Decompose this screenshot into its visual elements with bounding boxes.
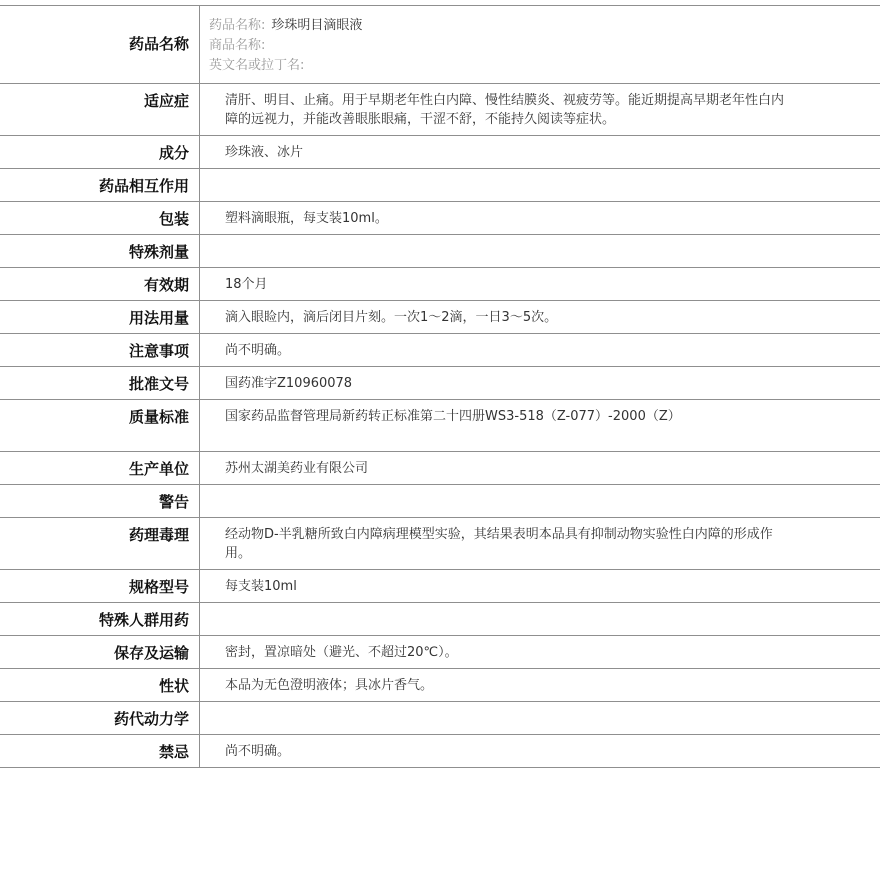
row-label: 成分	[0, 136, 200, 168]
row-label: 生产单位	[0, 452, 200, 484]
row-label: 特殊剂量	[0, 235, 200, 267]
row-label: 规格型号	[0, 570, 200, 602]
row-value: 苏州太湖美药业有限公司	[225, 461, 369, 476]
row-value: 尚不明确。	[225, 343, 291, 358]
row-label: 禁忌	[0, 735, 200, 767]
row-value: 国药准字Z10960078	[225, 376, 353, 391]
row-special-dosage	[0, 235, 880, 268]
row-value: 本品为无色澄明液体；具冰片香气。	[225, 678, 434, 693]
latin-name-line	[209, 56, 880, 76]
latin-name-key: 英文名或拉丁名:	[209, 58, 305, 73]
row-label: 包装	[0, 202, 200, 234]
row-value	[200, 702, 880, 734]
row-value	[200, 603, 880, 635]
row-specification	[0, 570, 880, 603]
row-label: 适应症	[0, 84, 200, 135]
row-value: 塑料滴眼瓶，每支装10ml。	[225, 211, 388, 226]
row-value: 经动物D-半乳糖所致白内障病理模型实验，其结果表明本品具有抑制动物实验性白内障的形成作用。	[225, 527, 773, 561]
row-storage	[0, 636, 880, 669]
row-value: 滴入眼睑内，滴后闭目片刻。一次1～2滴，一日3～5次。	[225, 310, 558, 325]
row-drug-name	[0, 6, 880, 84]
row-value: 密封，置凉暗处（避光、不超过20℃）。	[225, 645, 458, 660]
drug-name-values	[200, 6, 880, 83]
row-precautions	[0, 334, 880, 367]
row-label: 性状	[0, 669, 200, 701]
row-label: 质量标准	[0, 400, 200, 451]
row-value: 尚不明确。	[225, 744, 291, 759]
row-value: 18个月	[225, 277, 268, 292]
row-label: 保存及运输	[0, 636, 200, 668]
row-interactions	[0, 169, 880, 202]
row-label: 有效期	[0, 268, 200, 300]
generic-name-value: 珍珠明目滴眼液	[271, 18, 363, 33]
row-value	[200, 169, 880, 201]
row-value: 每支装10ml	[225, 579, 297, 594]
row-value	[200, 235, 880, 267]
row-indications	[0, 84, 880, 136]
drug-spec-table	[0, 5, 880, 768]
row-packaging	[0, 202, 880, 235]
row-label: 批准文号	[0, 367, 200, 399]
row-dosage	[0, 301, 880, 334]
row-pharmacokinetics	[0, 702, 880, 735]
row-quality-standard	[0, 400, 880, 452]
row-label: 特殊人群用药	[0, 603, 200, 635]
row-label: 药品相互作用	[0, 169, 200, 201]
generic-name-line	[209, 16, 880, 36]
row-label: 药品名称	[0, 6, 200, 83]
row-special-populations	[0, 603, 880, 636]
row-value	[200, 485, 880, 517]
row-value: 国家药品监督管理局新药转正标准第二十四册WS3-518（Z-077）-2000（Z）	[225, 409, 681, 424]
row-manufacturer	[0, 452, 880, 485]
row-label: 注意事项	[0, 334, 200, 366]
trade-name-line	[209, 36, 880, 56]
row-pharmacology	[0, 518, 880, 570]
row-contraindications	[0, 735, 880, 768]
row-ingredients	[0, 136, 880, 169]
row-label: 药理毒理	[0, 518, 200, 569]
row-shelf-life	[0, 268, 880, 301]
generic-name-key: 药品名称:	[209, 18, 266, 33]
row-description	[0, 669, 880, 702]
trade-name-key: 商品名称:	[209, 38, 266, 53]
row-label: 药代动力学	[0, 702, 200, 734]
row-label: 警告	[0, 485, 200, 517]
row-value: 珍珠液、冰片	[225, 145, 304, 160]
row-approval-number	[0, 367, 880, 400]
row-warning	[0, 485, 880, 518]
row-label: 用法用量	[0, 301, 200, 333]
row-value: 清肝、明目、止痛。用于早期老年性白内障、慢性结膜炎、视疲劳等。能近期提高早期老年性白内障的远视力，并能改善眼胀眼痛，干涩不舒，不能持久阅读等症状。	[225, 93, 785, 127]
